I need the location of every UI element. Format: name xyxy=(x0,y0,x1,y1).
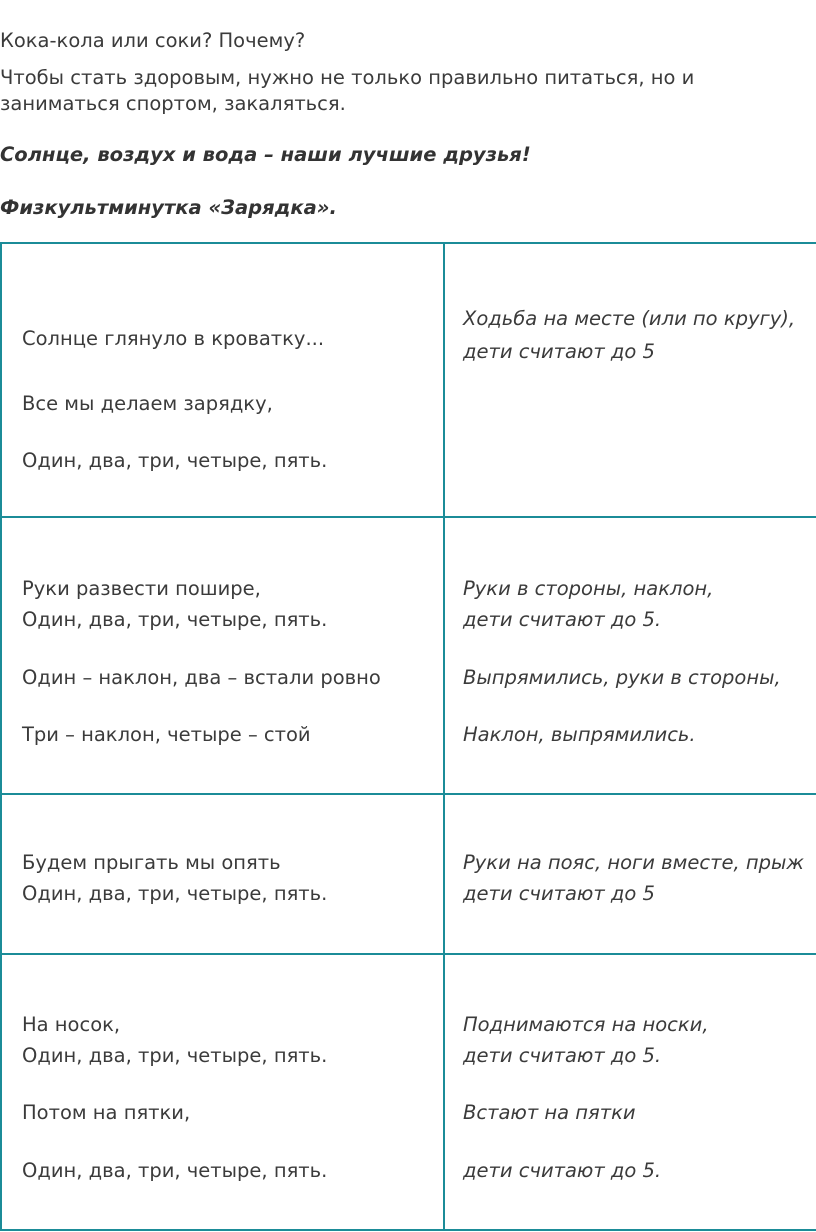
verse-line: Будем прыгать мы опять xyxy=(22,851,281,874)
action-cell xyxy=(444,954,816,1230)
action-line: Выпрямились, руки в стороны, xyxy=(463,666,781,689)
action-cell xyxy=(444,243,816,517)
verse-line: Один, два, три, четыре, пять. xyxy=(22,1044,328,1067)
verse-line: На носок, xyxy=(22,1013,121,1036)
action-line: Руки на пояс, ноги вместе, прыж xyxy=(463,851,804,874)
action-cell xyxy=(444,517,816,794)
verse-line: Один – наклон, два – встали ровно xyxy=(22,666,381,689)
verse-line: Руки развести пошире, xyxy=(22,577,261,600)
action-line: Руки в стороны, наклон, xyxy=(463,577,714,600)
verse-line: Один, два, три, четыре, пять. xyxy=(22,1159,328,1182)
action-line: Наклон, выпрямились. xyxy=(463,723,696,746)
action-line: дети считают до 5. xyxy=(463,608,662,631)
intro-paragraph-line-1: Чтобы стать здоровым, нужно не только правильно питаться, но и xyxy=(0,66,695,89)
action-line: Ходьба на месте (или по кругу), xyxy=(463,307,796,330)
table-row xyxy=(1,243,816,517)
table-row xyxy=(1,517,816,794)
motto-heading: Солнце, воздух и вода – наши лучшие друзья! xyxy=(0,143,531,166)
table-row xyxy=(1,794,816,954)
intro-question: Кока-кола или соки? Почему? xyxy=(0,29,306,52)
action-line: дети считают до 5 xyxy=(463,340,655,363)
action-line: дети считают до 5. xyxy=(463,1159,662,1182)
verse-line: Один, два, три, четыре, пять. xyxy=(22,608,328,631)
verse-line: Один, два, три, четыре, пять. xyxy=(22,449,328,472)
verse-cell xyxy=(1,243,444,517)
verse-line: Солнце глянуло в кроватку... xyxy=(22,327,325,350)
action-line: Поднимаются на носки, xyxy=(463,1013,709,1036)
table-row xyxy=(1,954,816,1230)
verse-line: Один, два, три, четыре, пять. xyxy=(22,882,328,905)
verse-cell xyxy=(1,794,444,954)
verse-cell xyxy=(1,517,444,794)
intro-paragraph-line-2: заниматься спортом, закаляться. xyxy=(0,92,346,115)
action-line: дети считают до 5 xyxy=(463,882,655,905)
action-cell xyxy=(444,794,816,954)
verse-line: Три – наклон, четыре – стой xyxy=(22,723,311,746)
verse-line: Потом на пятки, xyxy=(22,1101,191,1124)
exercise-title: Физкультминутка «Зарядка». xyxy=(0,196,337,219)
verse-cell xyxy=(1,954,444,1230)
action-line: Встают на пятки xyxy=(463,1101,636,1124)
verse-line: Все мы делаем зарядку, xyxy=(22,392,273,415)
action-line: дети считают до 5. xyxy=(463,1044,662,1067)
exercise-table xyxy=(0,242,816,1231)
